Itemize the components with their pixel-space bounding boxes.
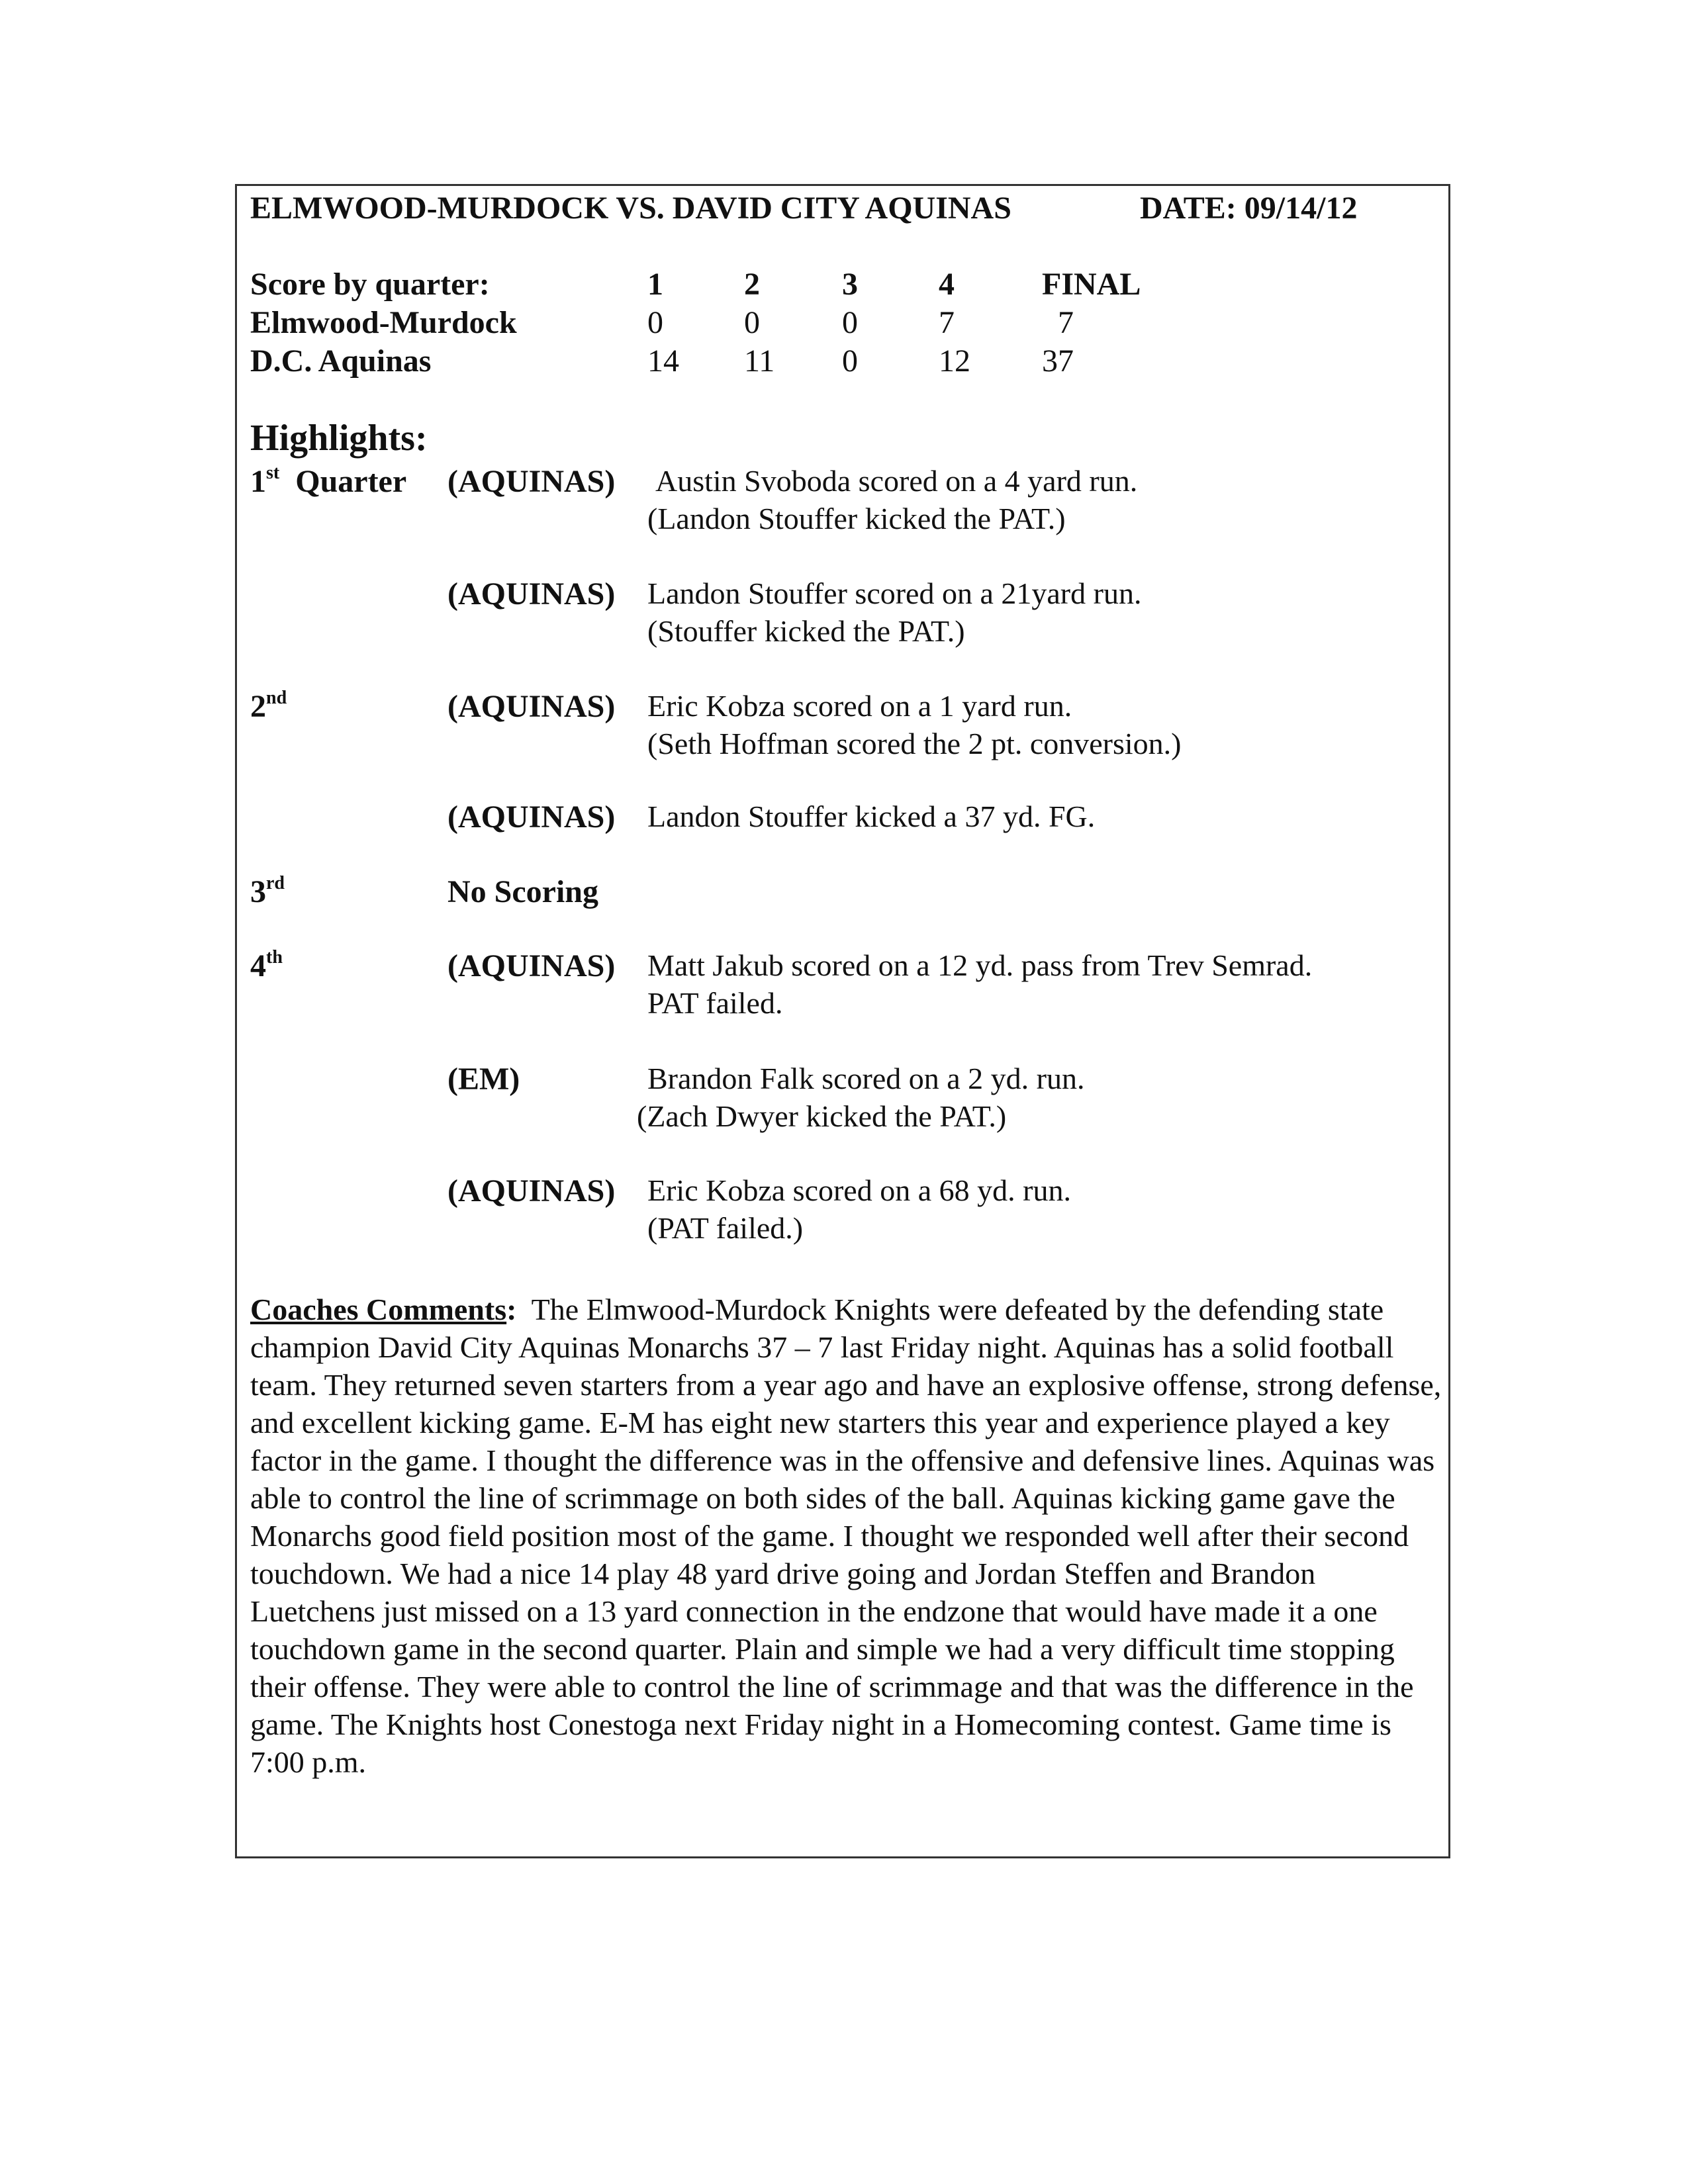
col-header-q4: 4 xyxy=(939,267,955,302)
play-description: Brandon Falk scored on a 2 yd. run. xyxy=(647,1062,1085,1095)
play-detail: (Landon Stouffer kicked the PAT.) xyxy=(647,502,1066,535)
matchup-title: ELMWOOD-MURDOCK VS. DAVID CITY AQUINAS xyxy=(250,191,1011,226)
play-team: (AQUINAS) xyxy=(447,576,616,612)
score-aq-q2: 11 xyxy=(744,343,775,379)
score-by-quarter-label: Score by quarter: xyxy=(250,267,490,302)
play-description: Landon Stouffer scored on a 21yard run. xyxy=(647,576,1142,610)
highlights-heading: Highlights: xyxy=(250,418,428,459)
quarter-label-2: 2nd xyxy=(250,688,287,724)
no-scoring-note: No Scoring xyxy=(447,874,598,909)
team-name-aquinas: D.C. Aquinas xyxy=(250,343,432,379)
play-team: (AQUINAS) xyxy=(447,1173,616,1208)
score-aq-q4: 12 xyxy=(939,343,970,379)
score-em-q4: 7 xyxy=(939,305,955,340)
score-aq-q1: 14 xyxy=(647,343,679,379)
play-team: (EM) xyxy=(447,1062,520,1097)
coaches-comments: Coaches Comments: The Elmwood-Murdock Knights were defeated by the defending state champion David City Aquinas Monarchs 37 – 7 last Friday night. Aquinas has a solid football team. They returned seven starters from a year ago and have an explosive offense, strong defense, and excellent kicking game. E-M has eight new starters this year and experience played a key factor in the game. I thought the difference was in the offensive and defensive lines. Aquinas was able to control the line of scrimmage on both sides of the ball. Aquinas kicking game gave the Monarchs good field position most of the game. I thought we responded well after their second touchdown. We had a nice 14 play 48 yard drive going and Jordan Steffen and Brandon Luetchens just missed on a 13 yard connection in the endzone that would have made it a one touchdown game in the second quarter. Plain and simple we had a very difficult time stopping their offense. They were able to control the line of scrimmage and that was the difference in the game. The Knights host Conestoga next Friday night in a Homecoming contest. Game time is 7:00 p.m. xyxy=(250,1293,1442,1779)
play-detail: PAT failed. xyxy=(647,986,783,1020)
col-header-final: FINAL xyxy=(1042,267,1141,302)
col-header-q3: 3 xyxy=(842,267,858,302)
quarter-label-1: 1st Quarter xyxy=(250,463,407,499)
score-em-final: 7 xyxy=(1058,305,1074,340)
score-aq-q3: 0 xyxy=(842,343,858,379)
score-em-q1: 0 xyxy=(647,305,663,340)
quarter-label-3: 3rd xyxy=(250,873,285,909)
play-team: (AQUINAS) xyxy=(447,464,616,499)
play-detail: (Stouffer kicked the PAT.) xyxy=(647,614,965,648)
play-team: (AQUINAS) xyxy=(447,799,616,835)
score-em-q3: 0 xyxy=(842,305,858,340)
col-header-q1: 1 xyxy=(647,267,663,302)
play-description: Eric Kobza scored on a 1 yard run. xyxy=(647,689,1072,723)
col-header-q2: 2 xyxy=(744,267,760,302)
play-description: Eric Kobza scored on a 68 yd. run. xyxy=(647,1173,1071,1207)
play-description: Landon Stouffer kicked a 37 yd. FG. xyxy=(647,799,1096,833)
coaches-comments-label: Coaches Comments xyxy=(250,1293,507,1326)
coaches-comments-text: The Elmwood-Murdock Knights were defeated by the defending state champion David City Aquinas Monarchs 37 – 7 last Friday night. Aquinas has a solid football team. They returned seven starters from a year ago and have an explosive offense, strong defense, and excellent kicking game. E-M has eight new starters this year and experience played a key factor in the game. I thought the difference was in the offensive and defensive lines. Aquinas was able to control the line of scrimmage on both sides of the ball. Aquinas kicking game gave the Monarchs good field position most of the game. I thought we responded well after their second touchdown. We had a nice 14 play 48 yard drive going and Jordan Steffen and Brandon Luetchens just missed on a 13 yard connection in the endzone that would have made it a one touchdown game in the second quarter. Plain and simple we had a very difficult time stopping their offense. They were able to control the line of scrimmage and that was the difference in the game. The Knights host Conestoga next Friday night in a Homecoming contest. Game time is 7:00 p.m. xyxy=(250,1293,1442,1779)
play-detail: (Zach Dwyer kicked the PAT.) xyxy=(637,1099,1007,1133)
team-name-em: Elmwood-Murdock xyxy=(250,305,517,340)
score-aq-final: 37 xyxy=(1042,343,1074,379)
play-team: (AQUINAS) xyxy=(447,948,616,983)
quarter-label-4: 4th xyxy=(250,947,283,983)
play-description: Austin Svoboda scored on a 4 yard run. xyxy=(655,464,1138,498)
play-description: Matt Jakub scored on a 12 yd. pass from Trev Semrad. xyxy=(647,948,1313,982)
play-detail: (Seth Hoffman scored the 2 pt. conversion.) xyxy=(647,727,1182,760)
play-detail: (PAT failed.) xyxy=(647,1211,804,1245)
game-date: DATE: 09/14/12 xyxy=(1140,191,1358,226)
score-em-q2: 0 xyxy=(744,305,760,340)
play-team: (AQUINAS) xyxy=(447,689,616,724)
